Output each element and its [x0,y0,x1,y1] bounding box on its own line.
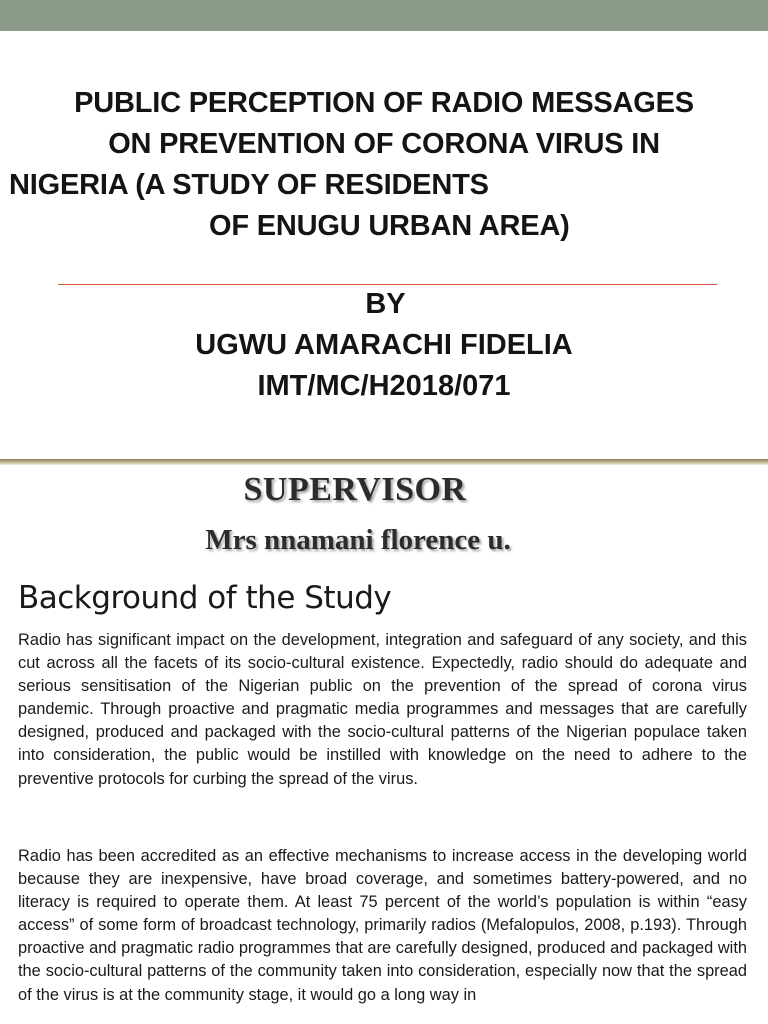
supervisor-heading: SUPERVISOR [243,471,467,508]
top-color-band [0,0,768,31]
title-line-4: OF ENUGU URBAN AREA) [209,210,570,242]
section-heading: Background of the Study [18,580,392,616]
supervisor-name: Mrs nnamani florence u. [205,524,511,556]
title-line-2: ON PREVENTION OF CORONA VIRUS IN [108,128,660,160]
author-id: IMT/MC/H2018/071 [257,370,511,402]
background-paragraph-2: Radio has been accredited as an effective mechanisms to increase access in the developing world because they are inexpensive, have broad coverage, and sometimes battery-powered, and no literacy is required to operate them. At least 75 percent of the world’s population is within “easy access” of some form of broadcast technology, primarily radios (Mefalopulos, 2008, p.193). Through proactive and pragmatic radio programmes that are carefully designed, produced and packaged with the socio-cultural patterns of the community taken into consideration, especially now that the spread of the virus is at the community stage, it would go a long way in [18,847,747,1004]
slide-separator [0,459,768,465]
author-name: UGWU AMARACHI FIDELIA [195,329,573,361]
document-title [0,83,768,247]
background-paragraph-1: Radio has significant impact on the development, integration and safeguard of any society, and this cut across all the facets of its socio-cultural existence. Expectedly, radio should do adequate and serious sensitisation of the Nigerian public on the prevention of the spread of corona virus pandemic. Through proactive and pragmatic media programmes and messages that are carefully designed, produced and packaged with the socio-cultural patterns of the Nigerian populace taken into consideration, the public would be instilled with knowledge on the need to adhere to the preventive protocols for curbing the spread of the virus. [18,631,747,788]
title-line-1: PUBLIC PERCEPTION OF RADIO MESSAGES [74,87,694,119]
author-block [0,284,768,407]
title-line-3: NIGERIA (A STUDY OF RESIDENTS [9,169,489,201]
by-label: BY [365,288,406,320]
